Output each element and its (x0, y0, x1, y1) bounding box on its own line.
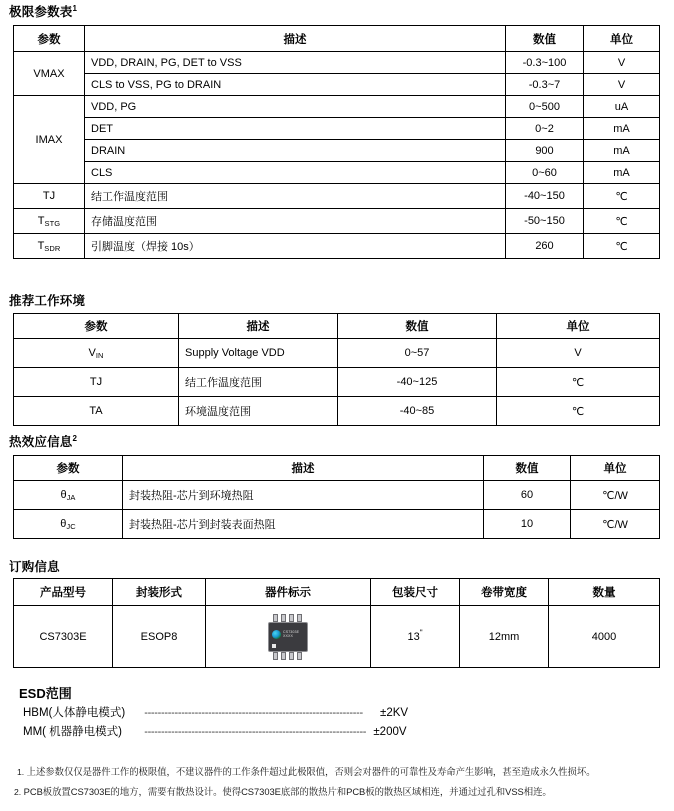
chip-body (268, 622, 308, 652)
col-header-tape-width: 卷带宽度 (460, 579, 549, 606)
footnote-marker-2: 2 (72, 433, 78, 443)
cell-desc: 结工作温度范围 (179, 368, 338, 397)
cell-unit: ℃ (584, 184, 660, 209)
esd-label-mm: MM( 机器静电模式) (23, 726, 123, 738)
section-title-recommended-conditions (9, 291, 85, 309)
table-row (14, 339, 660, 368)
cell-unit: ℃/W (571, 481, 660, 510)
brand-logo-icon (272, 630, 281, 639)
section-title-absolute-maximum (9, 2, 77, 20)
param-base: θ (60, 489, 67, 501)
cell-value: 260 (506, 234, 584, 259)
cell-desc: CLS to VSS, PG to DRAIN (85, 74, 506, 96)
esd-label-hbm: HBM(人体静电模式) (23, 707, 126, 719)
param-base: T (37, 240, 45, 252)
cell-unit: mA (584, 118, 660, 140)
cell-value: -0.3~100 (506, 52, 584, 74)
cell-desc: 封装热阻-芯片到环境热阻 (123, 481, 484, 510)
section-title-text: 订购信息 (9, 560, 60, 574)
chip-pin-top-4 (297, 614, 302, 622)
param-subscript: JA (66, 493, 76, 502)
param-base: V (88, 347, 96, 359)
esd-leader-dashes: ------------------------------------------------------------------ (144, 726, 367, 738)
section-title-esd-range: ESD范围 (19, 686, 72, 701)
chip-pin-bottom-2 (281, 652, 286, 660)
cell-desc: DET (85, 118, 506, 140)
cell-unit: V (584, 74, 660, 96)
chip-pin-top-2 (281, 614, 286, 622)
footnote-text: 上述参数仅仅是器件工作的极限值，不建议器件的工作条件超过此极限值，否则会对器件的可靠性及寿命产生影响，甚至造成永久性损坏。 (26, 766, 596, 777)
cell-param-imax: IMAX (14, 96, 85, 184)
footnote-number: 1. (17, 767, 25, 777)
table-row (14, 140, 660, 162)
cell-unit: mA (584, 162, 660, 184)
table-header-row (14, 26, 660, 52)
footnote-number: 2. (14, 787, 22, 797)
cell-desc: 封装热阻-芯片到封装表面热阻 (123, 510, 484, 539)
section-title-thermal-information (9, 432, 77, 450)
reel-size-unit: " (419, 627, 423, 637)
cell-desc: 存储温度范围 (85, 209, 506, 234)
col-header-package: 封装形式 (113, 579, 206, 606)
table-thermal-information (13, 455, 660, 539)
param-base: θ (60, 518, 67, 530)
cell-param-vin (14, 339, 179, 368)
col-header-value: 数值 (338, 314, 497, 339)
table-recommended-operating-conditions (13, 313, 660, 426)
param-base: T (37, 215, 45, 227)
cell-product-model: CS7303E (14, 606, 113, 668)
chip-pin-top-1 (273, 614, 278, 622)
esd-row-mm (23, 723, 407, 739)
table-row (14, 481, 660, 510)
cell-desc: VDD, DRAIN, PG, DET to VSS (85, 52, 506, 74)
esd-value-mm: ±200V (373, 726, 407, 738)
col-header-unit: 单位 (497, 314, 660, 339)
esop8-chip-icon (262, 613, 314, 661)
cell-desc: 结工作温度范围 (85, 184, 506, 209)
cell-param-tstg (14, 209, 85, 234)
cell-unit: ℃ (497, 368, 660, 397)
cell-unit: ℃ (584, 209, 660, 234)
section-title-text: 推荐工作环境 (9, 294, 86, 308)
col-header-desc: 描述 (85, 26, 506, 52)
col-header-quantity: 数量 (549, 579, 660, 606)
col-header-param: 参数 (14, 314, 179, 339)
section-title-ordering-information (9, 557, 60, 575)
cell-unit: uA (584, 96, 660, 118)
cell-unit: mA (584, 140, 660, 162)
cell-value: -0.3~7 (506, 74, 584, 96)
table-row (14, 162, 660, 184)
cell-param-tj: TJ (14, 368, 179, 397)
param-subscript: STG (44, 219, 61, 228)
esd-value-hbm: ±2KV (380, 707, 409, 719)
table-row (14, 52, 660, 74)
col-header-value: 数值 (506, 26, 584, 52)
cell-value: -40~85 (338, 397, 497, 426)
param-subscript: IN (95, 351, 104, 360)
table-row (14, 606, 660, 668)
reel-size-value: 13 (407, 630, 420, 643)
cell-value: 0~57 (338, 339, 497, 368)
table-row (14, 368, 660, 397)
table-header-row (14, 314, 660, 339)
table-row (14, 209, 660, 234)
table-row (14, 184, 660, 209)
cell-unit: V (497, 339, 660, 368)
chip-pin-bottom-4 (297, 652, 302, 660)
cell-value: 60 (484, 481, 571, 510)
table-absolute-maximum-ratings (13, 25, 660, 259)
param-base: TJ (42, 190, 56, 202)
esd-row-hbm (23, 704, 408, 720)
table-row (14, 510, 660, 539)
cell-param-tsdr (14, 234, 85, 259)
pin1-dot-icon (272, 644, 276, 648)
cell-param-tj (14, 184, 85, 209)
cell-value: -40~125 (338, 368, 497, 397)
chip-pin-top-3 (289, 614, 294, 622)
esd-leader-dashes: ----------------------------------------------------------------- (144, 707, 363, 719)
table-row (14, 234, 660, 259)
param-subscript: JC (66, 522, 76, 531)
col-header-unit: 单位 (584, 26, 660, 52)
table-row (14, 397, 660, 426)
table-row (14, 74, 660, 96)
footnote-marker-1: 1 (72, 3, 78, 13)
cell-quantity: 4000 (549, 606, 660, 668)
cell-value: -50~150 (506, 209, 584, 234)
footnote-1 (17, 764, 595, 778)
cell-device-marking (206, 606, 371, 668)
col-header-unit: 单位 (571, 456, 660, 481)
chip-pin-bottom-3 (289, 652, 294, 660)
table-header-row (14, 579, 660, 606)
cell-param-vmax: VMAX (14, 52, 85, 96)
col-header-marking: 器件标示 (206, 579, 371, 606)
section-title-text: 极限参数表 (9, 5, 73, 19)
cell-desc: CLS (85, 162, 506, 184)
cell-value: 0~500 (506, 96, 584, 118)
cell-desc: DRAIN (85, 140, 506, 162)
cell-param-theta-jc (14, 510, 123, 539)
cell-value: 0~60 (506, 162, 584, 184)
cell-unit: ℃ (584, 234, 660, 259)
cell-unit: ℃ (497, 397, 660, 426)
footnote-text: PCB板放置CS7303E的地方，需要有散热设计。使得CS7303E底部的散热片和PCB板的散热区域相连，并通过过孔和VSS相连。 (23, 786, 552, 797)
chip-marking-text: CS7303E XXXX (283, 629, 300, 638)
param-subscript: SDR (44, 244, 61, 253)
col-header-param: 参数 (14, 26, 85, 52)
col-header-desc: 描述 (179, 314, 338, 339)
table-header-row (14, 456, 660, 481)
table-row (14, 118, 660, 140)
cell-param-theta-ja (14, 481, 123, 510)
cell-value: 900 (506, 140, 584, 162)
cell-unit: ℃/W (571, 510, 660, 539)
table-row (14, 96, 660, 118)
col-header-desc: 描述 (123, 456, 484, 481)
cell-desc: Supply Voltage VDD (179, 339, 338, 368)
chip-pin-bottom-1 (273, 652, 278, 660)
col-header-model: 产品型号 (14, 579, 113, 606)
footnote-2 (14, 784, 552, 798)
cell-desc: 环境温度范围 (179, 397, 338, 426)
cell-param-ta: TA (14, 397, 179, 426)
cell-value: -40~150 (506, 184, 584, 209)
col-header-param: 参数 (14, 456, 123, 481)
section-title-text: 热效应信息 (9, 435, 73, 449)
col-header-reel-size: 包装尺寸 (371, 579, 460, 606)
cell-desc: VDD, PG (85, 96, 506, 118)
cell-value: 0~2 (506, 118, 584, 140)
cell-tape-width: 12mm (460, 606, 549, 668)
cell-desc: 引脚温度（焊接 10s） (85, 234, 506, 259)
cell-package-type: ESOP8 (113, 606, 206, 668)
cell-unit: V (584, 52, 660, 74)
col-header-value: 数值 (484, 456, 571, 481)
table-ordering-information (13, 578, 660, 668)
cell-reel-size (371, 606, 460, 668)
cell-value: 10 (484, 510, 571, 539)
